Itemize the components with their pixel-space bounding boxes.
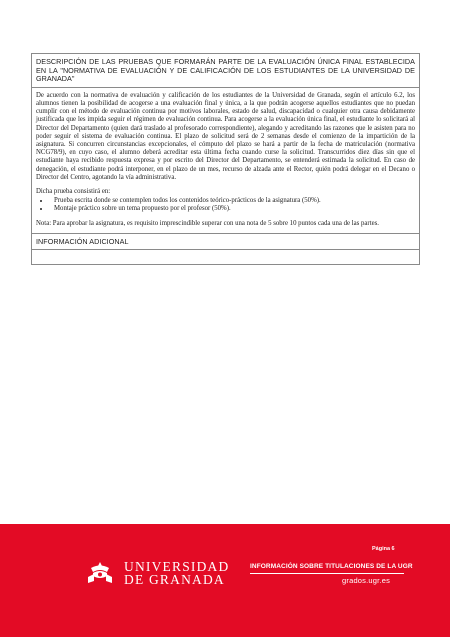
university-name-line2: DE GRANADA — [124, 572, 225, 587]
university-name — [124, 560, 229, 586]
section-note: Nota: Para aprobar la asignatura, es requisito imprescindible superar con una nota de 5 sobre 10 puntos cada una de las partes. — [36, 219, 379, 227]
page-number: Página 6 — [372, 546, 395, 552]
university-crest-icon — [85, 560, 115, 584]
section-body — [32, 88, 419, 234]
evaluation-table — [31, 53, 420, 265]
site-link[interactable]: grados.ugr.es — [342, 576, 391, 585]
section-paragraph: De acuerdo con la normativa de evaluación y calificación de los estudiantes de la Universidad de Granada, según el artículo 6.2, los alumnos tienen la posibilidad de acogerse a una evaluación final y única, a la que podrán acogerse aquellos estudiantes que no puedan cumplir con el método de evaluación continua por motivos laborales, estado de salud, discapacidad o cualquier otra causa debidamente justificada que les impida seguir el régimen de evaluación continua. Para acogerse a la evaluación única final, el estudiante lo solicitará al Director del Departamento (quien dará traslado al profesorado correspondiente), alegando y acreditando las razones que le asisten para no poder seguir el sistema de evaluación continua. El plazo de solicitud será de 2 semanas desde el comienzo de la impartición de la asignatura. Si concurren circunstancias excepcionales, el cómputo del plazo se hará a partir de la fecha de matriculación (normativa NCG78/9), en cuyo caso, el alumno deberá acreditar esta última fecha cuando curse la solicitud. Transcurridos diez días sin que el estudiante haya recibido respuesta expresa y por escrito del Director del Departamento, se entenderá estimada la solicitud. En caso de denegación, el estudiante podrá interponer, en el plazo de un mes, recurso de alzada ante el Rector, quién podrá delegar en el Decano o Director del Centro, agotando la vía administrativa. — [36, 91, 415, 181]
section-paragraph: Dicha prueba consistirá en: — [36, 188, 111, 196]
list-item: • Prueba escrita donde se contemplen todos los contenidos teórico-prácticos de la asignatura (50%). — [50, 197, 415, 205]
test-list — [36, 197, 415, 213]
university-name-line1: UNIVERSIDAD — [124, 559, 230, 574]
info-title: INFORMACIÓN SOBRE TITULACIONES DE LA UGR — [250, 563, 413, 570]
additional-info-body — [32, 250, 419, 264]
info-underline — [250, 573, 404, 574]
list-item: • Montaje práctico sobre un tema propuesto por el profesor (50%). — [50, 205, 415, 213]
additional-info-header: INFORMACIÓN ADICIONAL — [32, 234, 419, 251]
section-header: DESCRIPCIÓN DE LAS PRUEBAS QUE FORMARÁN PARTE DE LA EVALUACIÓN ÚNICA FINAL ESTABLECIDA EN LA "NORMATIVA DE EVALUACIÓN Y DE CALIFICACIÓN DE LOS ESTUDIANTES DE LA UNIVERSIDAD DE GRANADA" — [32, 54, 419, 88]
